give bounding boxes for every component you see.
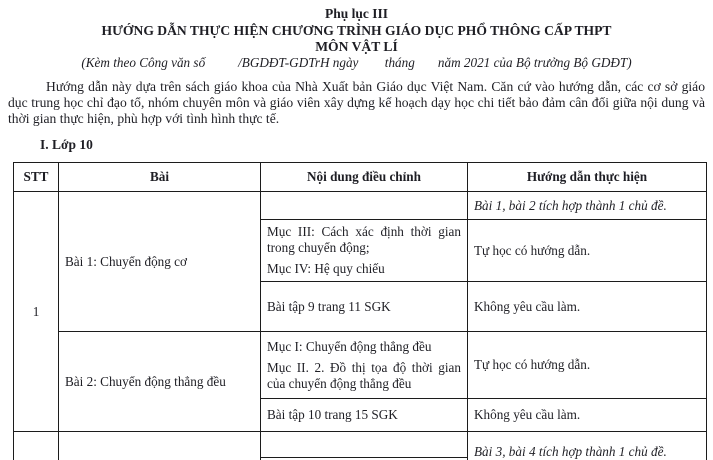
adjustment-cell-lesson1-sections [261, 220, 468, 282]
stt-cell-group1: 1 [14, 192, 59, 432]
issuance-note: (Kèm theo Công văn số /BGDĐT-GDTrH ngày tháng năm 2021 của Bộ trưởng Bộ GDĐT) [81, 55, 632, 70]
intro-paragraph: Hướng dẫn này dựa trên sách giáo khoa của Nhà Xuất bản Giáo dục Việt Nam. Căn cứ vào hướng dẫn, các cơ sở giáo dục trung học chỉ đạo tổ, nhóm chuyên môn và giáo viên xây dựng kế hoạch dạy học chi tiết bảo đảm cân đối giữa nội dung và thời gian thực hiện, phù hợp với tình hình thực tế. [8, 79, 705, 126]
adjustment-line: Mục IV: Hệ quy chiếu [267, 261, 385, 276]
lesson-cell-empty [59, 432, 261, 460]
subject-title: MÔN VẬT LÍ [315, 39, 398, 54]
adjustment-cell-lesson2-exercise: Bài tập 10 trang 15 SGK [261, 399, 468, 432]
table-row [14, 192, 707, 220]
lesson1-cell: Bài 1: Chuyển động cơ [59, 192, 261, 332]
column-header-noi-dung: Nội dung điều chỉnh [261, 163, 468, 192]
document-title: HƯỚNG DẪN THỰC HIỆN CHƯƠNG TRÌNH GIÁO DỤC PHỔ THÔNG CẤP THPT [101, 23, 612, 38]
guidance-cell: Tự học có hướng dẫn. [468, 220, 707, 282]
guidance-cell: Không yêu cầu làm. [468, 282, 707, 332]
adjustment-line: Mục I: Chuyển động thẳng đều [267, 338, 432, 354]
guidance-cell-merge-note-1: Bài 1, bài 2 tích hợp thành 1 chủ đề. [468, 192, 707, 220]
column-header-huong-dan: Hướng dẫn thực hiện [468, 163, 707, 192]
column-header-stt: STT [14, 163, 59, 192]
guidance-cell: Tự học có hướng dẫn. [468, 332, 707, 399]
adjustment-line: Mục II. 2. Đồ thị tọa độ thời gian của chuyển động thẳng đều [267, 359, 461, 391]
table-row [14, 332, 707, 399]
section-heading-grade10: I. Lớp 10 [40, 137, 93, 152]
adjustment-cell-lesson1-exercise: Bài tập 9 trang 11 SGK [261, 282, 468, 332]
adjustment-cell-empty [261, 192, 468, 220]
table-row [14, 432, 707, 458]
guidance-cell: Không yêu cầu làm. [468, 399, 707, 432]
stt-cell-group2 [14, 432, 59, 460]
adjustment-cell-lesson2-sections [261, 332, 468, 399]
appendix-label: Phụ lục III [324, 6, 389, 21]
guidance-cell-merge-note-2: Bài 3, bài 4 tích hợp thành 1 chủ đề. [468, 432, 707, 460]
column-header-bai: Bài [59, 163, 261, 192]
document-header [0, 0, 713, 71]
lesson2-cell: Bài 2: Chuyển động thẳng đều [59, 332, 261, 432]
adjustment-cell-empty [261, 432, 468, 458]
adjustment-line: Mục III: Cách xác định thời gian trong chuyển động; [267, 224, 461, 255]
curriculum-adjustment-table [13, 162, 707, 460]
table-header-row [14, 163, 707, 192]
